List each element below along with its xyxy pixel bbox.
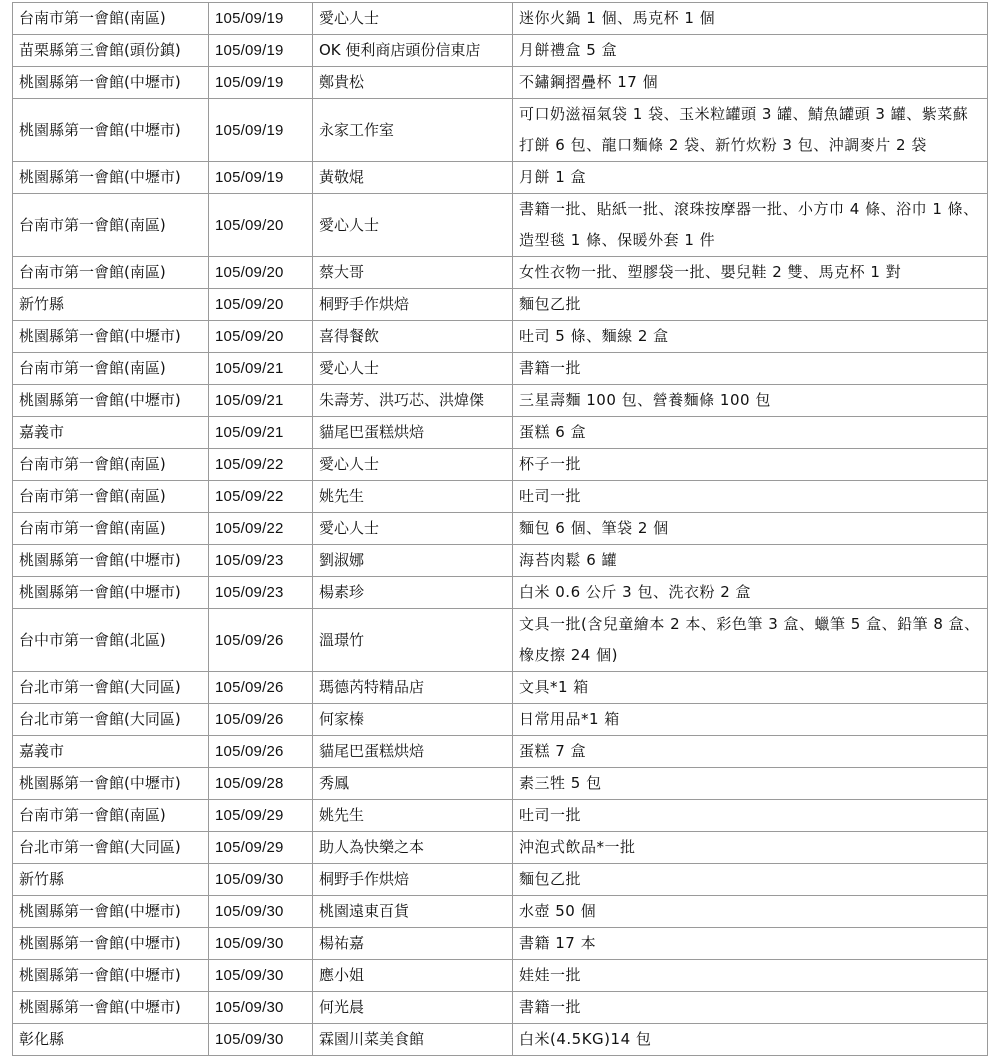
venue-cell: 桃園縣第一會館(中壢市) [13, 960, 209, 992]
table-row [13, 960, 988, 992]
venue-cell: 台南市第一會館(南區) [13, 353, 209, 385]
date-cell: 105/09/30 [209, 896, 313, 928]
table-row [13, 768, 988, 800]
items-cell: 女性衣物一批、塑膠袋一批、嬰兒鞋 2 雙、馬克杯 1 對 [513, 257, 988, 289]
date-cell: 105/09/19 [209, 67, 313, 99]
table-row [13, 832, 988, 864]
donor-cell: 霖園川菜美食館 [313, 1024, 513, 1056]
date-cell: 105/09/30 [209, 1024, 313, 1056]
venue-cell: 桃園縣第一會館(中壢市) [13, 992, 209, 1024]
venue-cell: 嘉義市 [13, 736, 209, 768]
donor-cell: 愛心人士 [313, 194, 513, 257]
items-cell: 吐司 5 條、麵線 2 盒 [513, 321, 988, 353]
date-cell: 105/09/30 [209, 960, 313, 992]
venue-cell: 台北市第一會館(大同區) [13, 704, 209, 736]
venue-cell: 台北市第一會館(大同區) [13, 672, 209, 704]
date-cell: 105/09/26 [209, 672, 313, 704]
donor-cell: 喜得餐飲 [313, 321, 513, 353]
venue-cell: 苗栗縣第三會館(頭份鎮) [13, 35, 209, 67]
donor-cell: 愛心人士 [313, 3, 513, 35]
date-cell: 105/09/21 [209, 353, 313, 385]
date-cell: 105/09/19 [209, 162, 313, 194]
donor-cell: 黃敬焜 [313, 162, 513, 194]
table-row [13, 67, 988, 99]
date-cell: 105/09/23 [209, 577, 313, 609]
venue-cell: 彰化縣 [13, 1024, 209, 1056]
venue-cell: 新竹縣 [13, 864, 209, 896]
date-cell: 105/09/20 [209, 289, 313, 321]
table-row [13, 194, 988, 257]
donor-cell: 姚先生 [313, 800, 513, 832]
items-cell: 吐司一批 [513, 481, 988, 513]
table-row [13, 35, 988, 67]
items-cell: 文具*1 箱 [513, 672, 988, 704]
table-row [13, 417, 988, 449]
venue-cell: 台南市第一會館(南區) [13, 800, 209, 832]
date-cell: 105/09/19 [209, 99, 313, 162]
date-cell: 105/09/21 [209, 385, 313, 417]
table-row [13, 609, 988, 672]
date-cell: 105/09/19 [209, 3, 313, 35]
table-row [13, 99, 988, 162]
donor-cell: 愛心人士 [313, 513, 513, 545]
donor-cell: 貓尾巴蛋糕烘焙 [313, 417, 513, 449]
items-cell: 水壺 50 個 [513, 896, 988, 928]
donor-cell: 鄭貴松 [313, 67, 513, 99]
donor-cell: OK 便利商店頭份信東店 [313, 35, 513, 67]
venue-cell: 桃園縣第一會館(中壢市) [13, 896, 209, 928]
table-row [13, 162, 988, 194]
items-cell: 白米(4.5KG)14 包 [513, 1024, 988, 1056]
venue-cell: 新竹縣 [13, 289, 209, 321]
table-row [13, 513, 988, 545]
table-row [13, 992, 988, 1024]
donor-cell: 永家工作室 [313, 99, 513, 162]
donor-cell: 姚先生 [313, 481, 513, 513]
donor-cell: 桐野手作烘焙 [313, 864, 513, 896]
date-cell: 105/09/28 [209, 768, 313, 800]
items-cell: 素三牲 5 包 [513, 768, 988, 800]
date-cell: 105/09/23 [209, 545, 313, 577]
table-row [13, 577, 988, 609]
items-cell: 白米 0.6 公斤 3 包、洗衣粉 2 盒 [513, 577, 988, 609]
table-row [13, 385, 988, 417]
items-cell: 麵包 6 個、筆袋 2 個 [513, 513, 988, 545]
donor-cell: 何光晨 [313, 992, 513, 1024]
items-cell: 娃娃一批 [513, 960, 988, 992]
date-cell: 105/09/20 [209, 194, 313, 257]
items-cell: 書籍 17 本 [513, 928, 988, 960]
date-cell: 105/09/20 [209, 257, 313, 289]
date-cell: 105/09/29 [209, 800, 313, 832]
venue-cell: 桃園縣第一會館(中壢市) [13, 577, 209, 609]
venue-cell: 台南市第一會館(南區) [13, 194, 209, 257]
items-cell: 蛋糕 7 盒 [513, 736, 988, 768]
date-cell: 105/09/21 [209, 417, 313, 449]
donor-cell: 秀鳳 [313, 768, 513, 800]
items-cell: 杯子一批 [513, 449, 988, 481]
items-cell: 文具一批(含兒童繪本 2 本、彩色筆 3 盒、蠟筆 5 盒、鉛筆 8 盒、橡皮擦 24 個) [513, 609, 988, 672]
items-cell: 月餅 1 盒 [513, 162, 988, 194]
venue-cell: 桃園縣第一會館(中壢市) [13, 385, 209, 417]
donor-cell: 溫璟竹 [313, 609, 513, 672]
venue-cell: 桃園縣第一會館(中壢市) [13, 99, 209, 162]
donation-table-body [13, 3, 988, 1056]
items-cell: 麵包乙批 [513, 289, 988, 321]
venue-cell: 台中市第一會館(北區) [13, 609, 209, 672]
donor-cell: 劉淑娜 [313, 545, 513, 577]
donor-cell: 朱壽芳、洪巧芯、洪煒傑 [313, 385, 513, 417]
venue-cell: 台南市第一會館(南區) [13, 3, 209, 35]
items-cell: 麵包乙批 [513, 864, 988, 896]
table-row [13, 672, 988, 704]
venue-cell: 嘉義市 [13, 417, 209, 449]
donation-table [12, 2, 988, 1056]
table-row [13, 1024, 988, 1056]
donor-cell: 愛心人士 [313, 449, 513, 481]
date-cell: 105/09/22 [209, 449, 313, 481]
table-row [13, 321, 988, 353]
items-cell: 海苔肉鬆 6 罐 [513, 545, 988, 577]
date-cell: 105/09/26 [209, 609, 313, 672]
venue-cell: 台南市第一會館(南區) [13, 513, 209, 545]
venue-cell: 桃園縣第一會館(中壢市) [13, 321, 209, 353]
date-cell: 105/09/26 [209, 704, 313, 736]
donor-cell: 貓尾巴蛋糕烘焙 [313, 736, 513, 768]
date-cell: 105/09/30 [209, 864, 313, 896]
venue-cell: 桃園縣第一會館(中壢市) [13, 928, 209, 960]
venue-cell: 台南市第一會館(南區) [13, 257, 209, 289]
table-row [13, 257, 988, 289]
venue-cell: 桃園縣第一會館(中壢市) [13, 768, 209, 800]
date-cell: 105/09/22 [209, 513, 313, 545]
date-cell: 105/09/30 [209, 992, 313, 1024]
donor-cell: 桃園遠東百貨 [313, 896, 513, 928]
table-row [13, 864, 988, 896]
items-cell: 書籍一批 [513, 353, 988, 385]
venue-cell: 台北市第一會館(大同區) [13, 832, 209, 864]
items-cell: 蛋糕 6 盒 [513, 417, 988, 449]
table-row [13, 736, 988, 768]
items-cell: 書籍一批 [513, 992, 988, 1024]
donor-cell: 應小姐 [313, 960, 513, 992]
donor-cell: 桐野手作烘焙 [313, 289, 513, 321]
table-row [13, 800, 988, 832]
date-cell: 105/09/26 [209, 736, 313, 768]
donor-cell: 瑪德芮特精品店 [313, 672, 513, 704]
donor-cell: 楊祐嘉 [313, 928, 513, 960]
donor-cell: 蔡大哥 [313, 257, 513, 289]
table-row [13, 449, 988, 481]
table-row [13, 289, 988, 321]
donor-cell: 愛心人士 [313, 353, 513, 385]
items-cell: 吐司一批 [513, 800, 988, 832]
table-row [13, 545, 988, 577]
items-cell: 月餅禮盒 5 盒 [513, 35, 988, 67]
items-cell: 不鏽鋼摺疊杯 17 個 [513, 67, 988, 99]
date-cell: 105/09/20 [209, 321, 313, 353]
items-cell: 沖泡式飲品*一批 [513, 832, 988, 864]
table-row [13, 928, 988, 960]
venue-cell: 台南市第一會館(南區) [13, 449, 209, 481]
items-cell: 日常用品*1 箱 [513, 704, 988, 736]
table-row [13, 481, 988, 513]
table-row [13, 896, 988, 928]
items-cell: 三星壽麵 100 包、營養麵條 100 包 [513, 385, 988, 417]
items-cell: 迷你火鍋 1 個、馬克杯 1 個 [513, 3, 988, 35]
donor-cell: 楊素珍 [313, 577, 513, 609]
date-cell: 105/09/22 [209, 481, 313, 513]
venue-cell: 台南市第一會館(南區) [13, 481, 209, 513]
donor-cell: 助人為快樂之本 [313, 832, 513, 864]
donor-cell: 何家榛 [313, 704, 513, 736]
venue-cell: 桃園縣第一會館(中壢市) [13, 162, 209, 194]
table-row [13, 704, 988, 736]
items-cell: 書籍一批、貼紙一批、滾珠按摩器一批、小方巾 4 條、浴巾 1 條、造型毯 1 條、保暖外套 1 件 [513, 194, 988, 257]
date-cell: 105/09/30 [209, 928, 313, 960]
venue-cell: 桃園縣第一會館(中壢市) [13, 67, 209, 99]
items-cell: 可口奶滋福氣袋 1 袋、玉米粒罐頭 3 罐、鯖魚罐頭 3 罐、紫菜蘇打餅 6 包、龍口麵條 2 袋、新竹炊粉 3 包、沖調麥片 2 袋 [513, 99, 988, 162]
date-cell: 105/09/29 [209, 832, 313, 864]
date-cell: 105/09/19 [209, 35, 313, 67]
table-row [13, 353, 988, 385]
venue-cell: 桃園縣第一會館(中壢市) [13, 545, 209, 577]
table-row [13, 3, 988, 35]
